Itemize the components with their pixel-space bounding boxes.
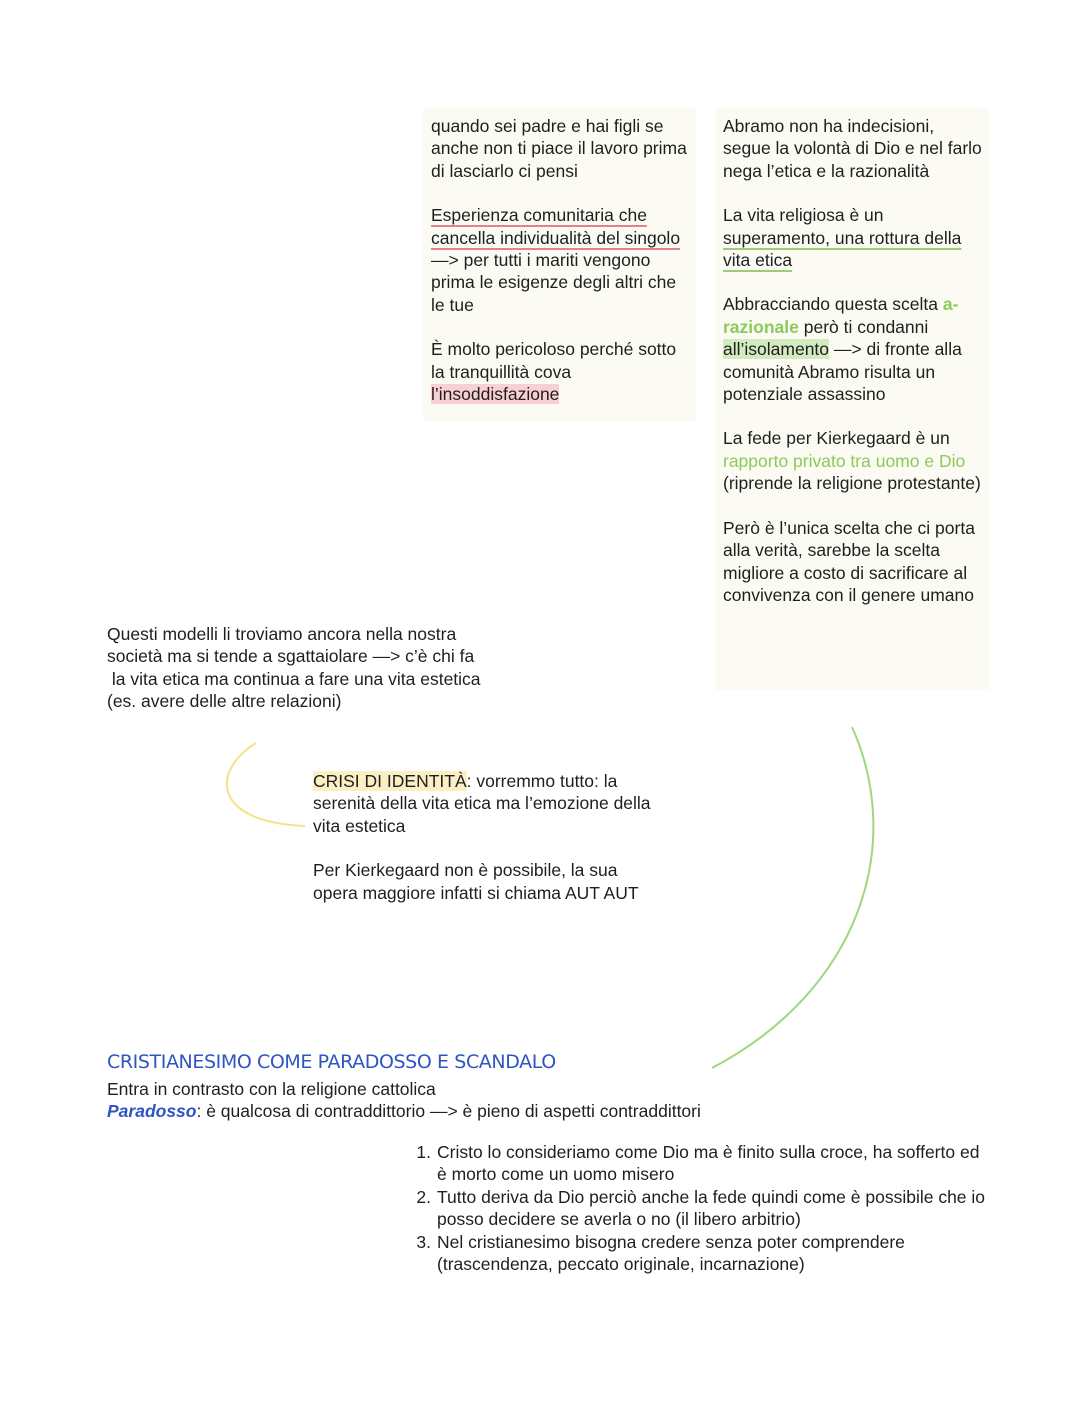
green-connector-curve	[712, 727, 873, 1068]
list-item	[405, 1186, 985, 1231]
religious-life-paragraph	[723, 204, 983, 271]
list-item	[405, 1231, 985, 1276]
paradox-definition	[107, 1100, 807, 1122]
note-paragraph-father: quando sei padre e hai figli se anche non ti piace il lavoro prima di lasciarlo ci pensi	[431, 116, 687, 181]
list-item-text: Nel cristianesimo bisogna credere senza poter comprendere (trascendenza, peccato originale, incarnazione)	[437, 1231, 905, 1275]
paradox-term: Paradosso	[107, 1101, 197, 1122]
truth-paragraph: Però è l’unica scelta che ci porta alla verità, sarebbe la scelta migliore a costo di sacrificare al convivenza con il genere umano	[723, 517, 975, 605]
list-item-text: Cristo lo consideriamo come Dio ma è finito sulla croce, ha sofferto ed è morto come un uomo misero	[437, 1142, 980, 1185]
section-title: CRISTIANESIMO COME PARADOSSO E SCANDALO	[107, 1051, 556, 1073]
list-item-number: 1.	[416, 1142, 431, 1162]
a-rational-term: a-razionale	[723, 294, 959, 337]
identity-crisis-paragraph	[313, 770, 658, 837]
contrast-line: Entra in contrasto con la religione cattolica	[107, 1079, 436, 1099]
note-card-abraham	[716, 108, 989, 690]
faith-text-c: (riprende la religione protestante)	[723, 473, 981, 494]
isolation-text-e: —> di fronte alla comunità Abramo risulta un potenziale assassino	[723, 339, 962, 405]
community-text: —> per tutti i mariti vengono prima le esigenze degli altri che le tue	[431, 250, 677, 315]
community-underlined-text: Esperienza comunitaria che cancella individualità del singolo	[431, 205, 681, 248]
list-item-text: Tutto deriva da Dio perciò anche la fede quindi come è possibile che io posso decidere se averla o no (il libero arbitrio)	[437, 1186, 986, 1230]
private-relationship-term: rapporto privato tra uomo e Dio	[723, 450, 966, 471]
isolation-text-c: però ti condanni	[798, 316, 929, 337]
faith-text-a: La fede per Kierkegaard è un	[723, 428, 950, 449]
faith-paragraph	[723, 427, 983, 494]
aut-aut-paragraph: Per Kierkegaard non è possibile, la sua opera maggiore infatti si chiama AUT AUT	[313, 860, 639, 903]
religious-life-text: La vita religiosa è un	[723, 205, 884, 226]
dissatisfaction-highlight: l’insoddisfazione	[431, 384, 560, 405]
list-item	[405, 1141, 985, 1186]
identity-crisis-text: : vorremmo tutto: la serenità della vita etica ma l’emozione della vita estetica	[313, 771, 651, 836]
isolation-paragraph	[723, 293, 983, 405]
list-item-number: 3.	[416, 1231, 431, 1252]
identity-crisis-block	[313, 770, 658, 926]
note-paragraph-danger	[431, 338, 688, 405]
note-paragraph-community	[431, 204, 688, 316]
danger-text: È molto pericoloso perché sotto la tranquillità cova	[431, 339, 677, 382]
models-line-1: Questi modelli li troviamo ancora nella nostra	[107, 624, 457, 644]
identity-crisis-label: CRISI DI IDENTITÀ	[313, 771, 467, 791]
list-item-number: 2.	[416, 1186, 431, 1207]
isolation-highlight: all’isolamento	[723, 339, 830, 360]
paradox-definition-text: : è qualcosa di contraddittorio —> è pieno di aspetti contraddittori	[196, 1101, 701, 1122]
isolation-text-a: Abbracciando questa scelta	[723, 294, 943, 315]
models-line-3: la vita etica ma continua a fare una vita estetica	[107, 668, 481, 689]
paradox-list	[405, 1141, 985, 1275]
abraham-paragraph: Abramo non ha indecisioni, segue la volontà di Dio e nel farlo nega l’etica e la razionalità	[723, 116, 982, 181]
section-intro	[107, 1078, 807, 1123]
note-card-family	[423, 108, 696, 421]
yellow-bracket-curve	[227, 743, 305, 826]
models-paragraph	[107, 623, 527, 713]
models-line-4: (es. avere delle altre relazioni)	[107, 691, 342, 712]
models-line-2: società ma si tende a sgattaiolare —> c’è chi fa	[107, 646, 475, 667]
rupture-underlined-text: superamento, una rottura della vita etica	[723, 227, 962, 271]
